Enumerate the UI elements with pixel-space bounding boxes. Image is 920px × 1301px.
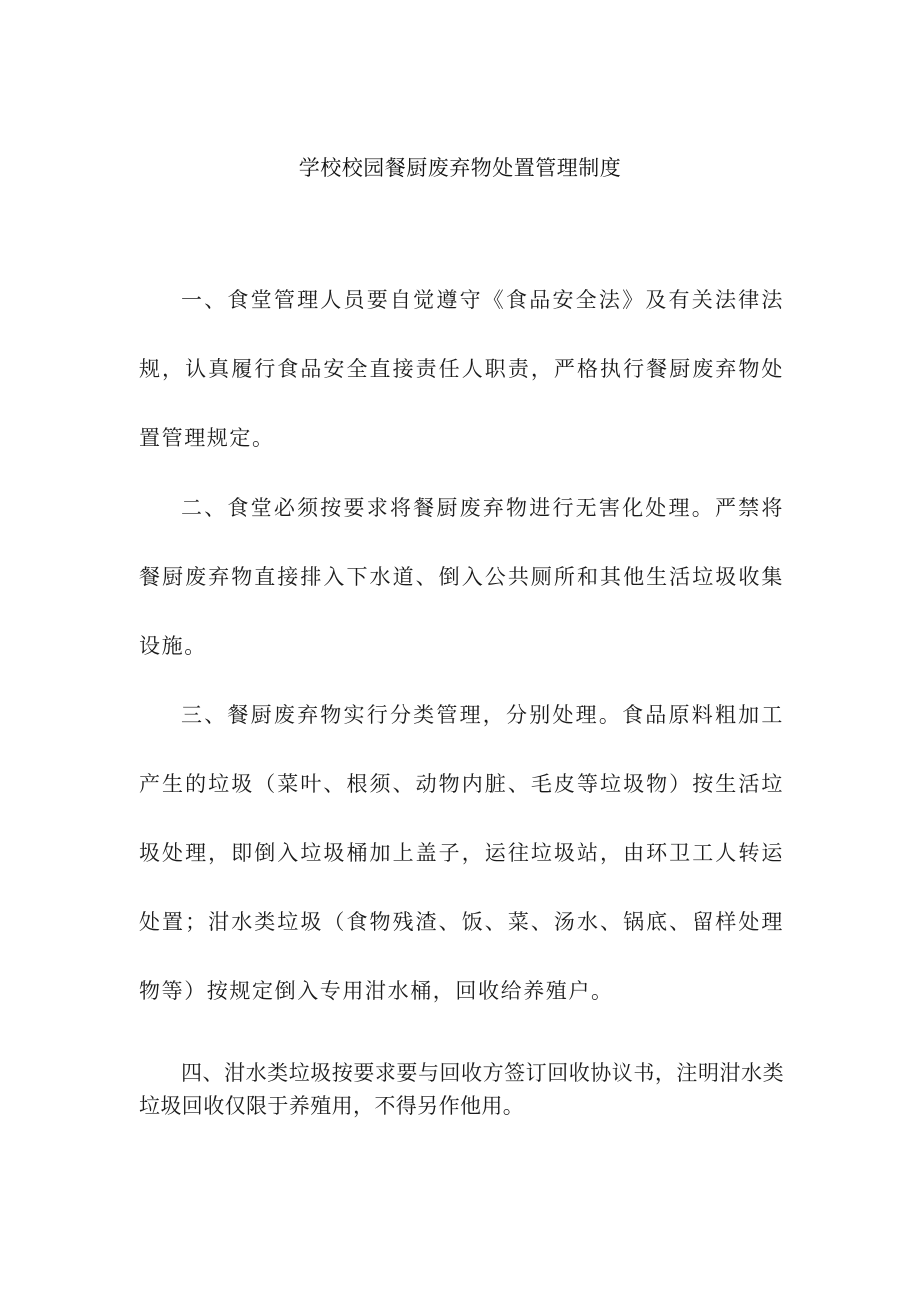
document-title: 学校校园餐厨废弃物处置管理制度 [298, 156, 622, 180]
paragraph-3: 三、餐厨废弃物实行分类管理，分别处理。食品原料粗加工产生的垃圾（菜叶、根须、动物内脏、毛皮等垃圾物）按生活垃圾处理，即倒入垃圾桶加上盖子，运往垃圾站，由环卫工人转运处置；泔水类垃圾（食物残渣、饭、菜、汤水、锅底、留样处理物等）按规定倒入专用泔水桶，回收给养殖户。 [139, 703, 784, 1003]
paragraph-4: 四、泔水类垃圾按要求要与回收方签订回收协议书，注明泔水类垃圾回收仅限于养殖用，不得另作他用。 [139, 1061, 784, 1118]
paragraph-1: 一、食堂管理人员要自觉遵守《食品安全法》及有关法律法规，认真履行食品安全直接责任人职责，严格执行餐厨废弃物处置管理规定。 [139, 288, 784, 450]
paragraph-2: 二、食堂必须按要求将餐厨废弃物进行无害化处理。严禁将餐厨废弃物直接排入下水道、倒入公共厕所和其他生活垃圾收集设施。 [139, 496, 784, 658]
